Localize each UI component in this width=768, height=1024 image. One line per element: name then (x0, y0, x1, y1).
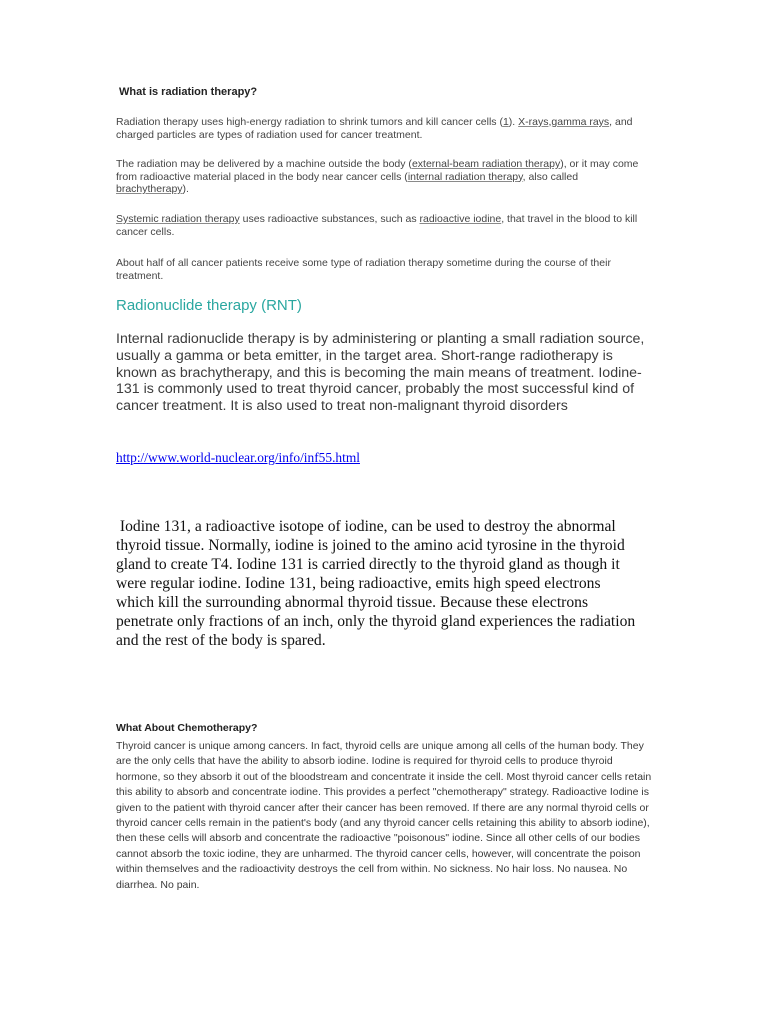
text-fragment: , that travel in the blood to kill cancer cells. (116, 213, 638, 238)
xrays-link[interactable]: X-rays (518, 116, 549, 128)
external-beam-link[interactable]: external-beam radiation therapy (411, 158, 561, 170)
internal-radiation-link[interactable]: internal radiation therapy (407, 170, 523, 183)
text-fragment: Radiation therapy uses high-energy radiation to shrink tumors and kill cancer cells ( (116, 116, 503, 128)
paragraph-radiation-intro (116, 116, 648, 141)
paragraph-delivery-methods (116, 158, 648, 196)
radioactive-iodine-link[interactable]: radioactive iodine (419, 213, 502, 225)
text-fragment: ). (182, 183, 189, 196)
brachytherapy-link[interactable]: brachytherapy (116, 183, 183, 196)
iodine-131-text: Iodine 131, a radioactive isotope of iodine, can be used to destroy the abnormal thyroid tissue. Normally, iodine is joined to the amino acid tyrosine in the thyroid gland to create T4. Iodine 131 is carried directly to the thyroid gland as though it were regular iodine. Iodine 131, being radioactive, emits high speed electrons which kill the surrounding abnormal thyroid tissue. Because these electrons penetrate only fractions of an inch, only the thyroid gland experiences the radiation and the rest of the body is spared. (116, 518, 636, 649)
text-fragment: The radiation may be delivered by a machine outside the body ( (116, 158, 412, 170)
text-fragment: ). (508, 116, 519, 128)
systemic-radiation-link[interactable]: Systemic radiation therapy (116, 213, 240, 225)
section-heading-radiation-therapy: What is radiation therapy? (119, 86, 258, 98)
paragraph-systemic-therapy (116, 213, 648, 238)
text-fragment: ), or it may come from radioactive material placed in the body near cancer cells ( (116, 158, 639, 183)
text-fragment: , also called (522, 170, 579, 183)
reference-link-1[interactable]: 1 (502, 116, 509, 128)
section-heading-rnt: Radionuclide therapy (RNT) (116, 297, 302, 314)
text-fragment: , (548, 116, 552, 128)
text-fragment: uses radioactive substances, such as (239, 213, 420, 225)
paragraph-rnt-body: Internal radionuclide therapy is by administering or planting a small radiation source, usually a gamma or beta emitter, in the target area. Short-range radiotherapy is known as brachytherapy, and this is becoming the main means of treatment. Iodine-131 is commonly used to treat thyroid cancer, probably the most successful kind of cancer treatment. It is also used to treat non-malignant thyroid disorders (116, 331, 645, 415)
paragraph-half-of-patients: About half of all cancer patients receive some type of radiation therapy sometime during the course of their treatment. (116, 257, 611, 282)
section-heading-chemotherapy: What About Chemotherapy? (116, 722, 258, 734)
paragraph-iodine-131 (116, 517, 640, 650)
paragraph-chemotherapy: Thyroid cancer is unique among cancers. In fact, thyroid cells are unique among all cells of the human body. They are the only cells that have the ability to absorb iodine. Iodine is required for thyroid cells to produce thyroid hormone, so they absorb it out of the bloodstream and concentrate it inside the cell. Most thyroid cancer cells retain this ability to absorb and concentrate iodine. This provides a perfect "chemotherapy" strategy. Radioactive Iodine is given to the patient with thyroid cancer after their cancer has been removed. If there are any normal thyroid cells or thyroid cancer cells remain in the patient's body (and any thyroid cancer cells retaining this ability to absorb iodine), then these cells will absorb and concentrate the radioactive "poisonous" iodine. Since all other cells of our bodies cannot absorb the toxic iodine, they are unharmed. The thyroid cancer cells, however, will concentrate the poison within themselves and the radioactivity destroys the cell from within. No sickness. No hair loss. No nausea. No diarrhea. No pain. (116, 740, 652, 891)
world-nuclear-link[interactable]: http://www.world-nuclear.org/info/inf55.html (116, 450, 360, 465)
gamma-rays-link[interactable]: gamma rays (551, 116, 610, 128)
text-fragment: , and charged particles are types of radiation used for cancer treatment. (116, 116, 633, 141)
